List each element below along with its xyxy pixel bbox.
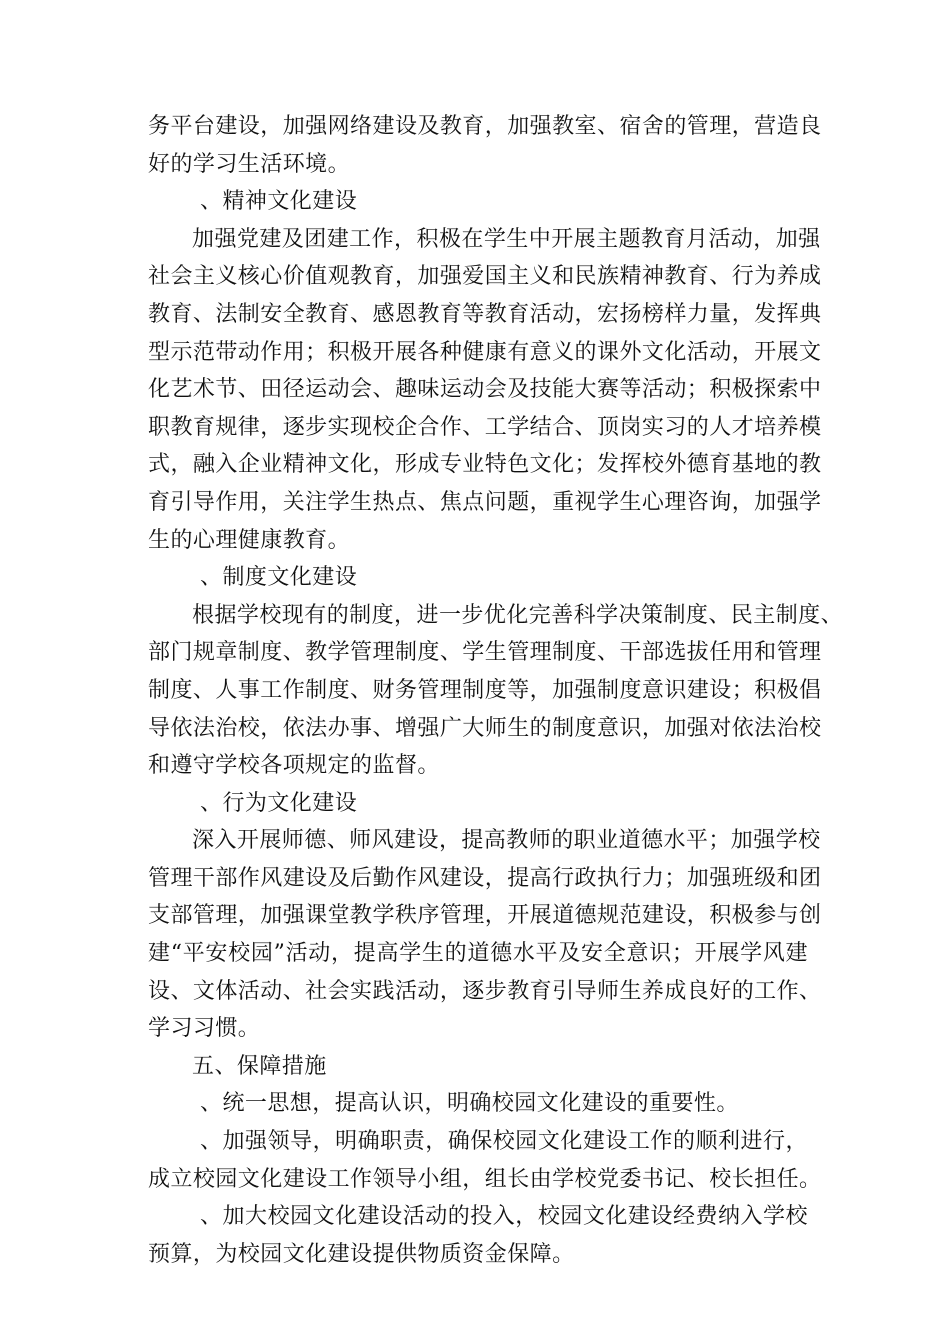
text-line: 育引导作用，关注学生热点、焦点问题，重视学生心理咨询，加强学	[148, 489, 822, 515]
text-line: 预算，为校园文化建设提供物质资金保障。	[148, 1241, 575, 1267]
text-line: 教育、法制安全教育、感恩教育等教育活动，宏扬榜样力量，发挥典	[148, 301, 822, 327]
text-line: 设、文体活动、社会实践活动，逐步教育引导师生养成良好的工作、	[148, 978, 822, 1004]
text-line: 支部管理，加强课堂教学秩序管理，开展道德规范建设，积极参与创	[148, 903, 822, 929]
document-page	[148, 108, 844, 1273]
text-line: 部门规章制度、教学管理制度、学生管理制度、干部选拔任用和管理	[148, 640, 822, 666]
text-line: 加强党建及团建工作，积极在学生中开展主题教育月活动，加强	[192, 226, 821, 252]
text-line: 职教育规律，逐步实现校企合作、工学结合、顶岗实习的人才培养模	[148, 414, 822, 440]
text-line: 根据学校现有的制度，进一步优化完善科学决策制度、民主制度、	[192, 602, 844, 628]
text-line: 化艺术节、田径运动会、趣味运动会及技能大赛等活动；积极探索中	[148, 377, 822, 403]
section-heading: 、行为文化建设	[200, 790, 358, 816]
text-line: 生的心理健康教育。	[148, 527, 351, 553]
text-line: 制度、人事工作制度、财务管理制度等，加强制度意识建设；积极倡	[148, 677, 822, 703]
text-line: 深入开展师德、师风建设，提高教师的职业道德水平；加强学校	[192, 828, 821, 854]
text-line: 社会主义核心价值观教育，加强爱国主义和民族精神教育、行为养成	[148, 264, 822, 290]
text-line: 建“平安校园”活动，提高学生的道德水平及安全意识；开展学风建	[148, 941, 808, 967]
text-line: 成立校园文化建设工作领导小组，组长由学校党委书记、校长担任。	[148, 1166, 822, 1192]
text-line: 型示范带动作用；积极开展各种健康有意义的课外文化活动，开展文	[148, 339, 822, 365]
text-line: 和遵守学校各项规定的监督。	[148, 753, 440, 779]
list-item: 、统一思想，提高认识，明确校园文化建设的重要性。	[200, 1091, 739, 1117]
text-line: 务平台建设，加强网络建设及教育，加强教室、宿舍的管理，营造良	[148, 114, 822, 139]
section-heading: 、精神文化建设	[200, 189, 358, 215]
chapter-heading: 五、保障措施	[192, 1053, 327, 1079]
text-line: 导依法治校，依法办事、增强广大师生的制度意识，加强对依法治校	[148, 715, 822, 741]
text-line: 式，融入企业精神文化，形成专业特色文化；发挥校外德育基地的教	[148, 452, 822, 478]
list-item: 、加强领导，明确职责，确保校园文化建设工作的顺利进行，	[200, 1129, 808, 1155]
text-line: 好的学习生活环境。	[148, 151, 351, 177]
text-line: 学习习惯。	[148, 1016, 261, 1042]
text-line: 管理干部作风建设及后勤作风建设，提高行政执行力；加强班级和团	[148, 865, 822, 891]
section-heading: 、制度文化建设	[200, 565, 358, 591]
list-item: 、加大校园文化建设活动的投入，校园文化建设经费纳入学校	[200, 1204, 808, 1230]
